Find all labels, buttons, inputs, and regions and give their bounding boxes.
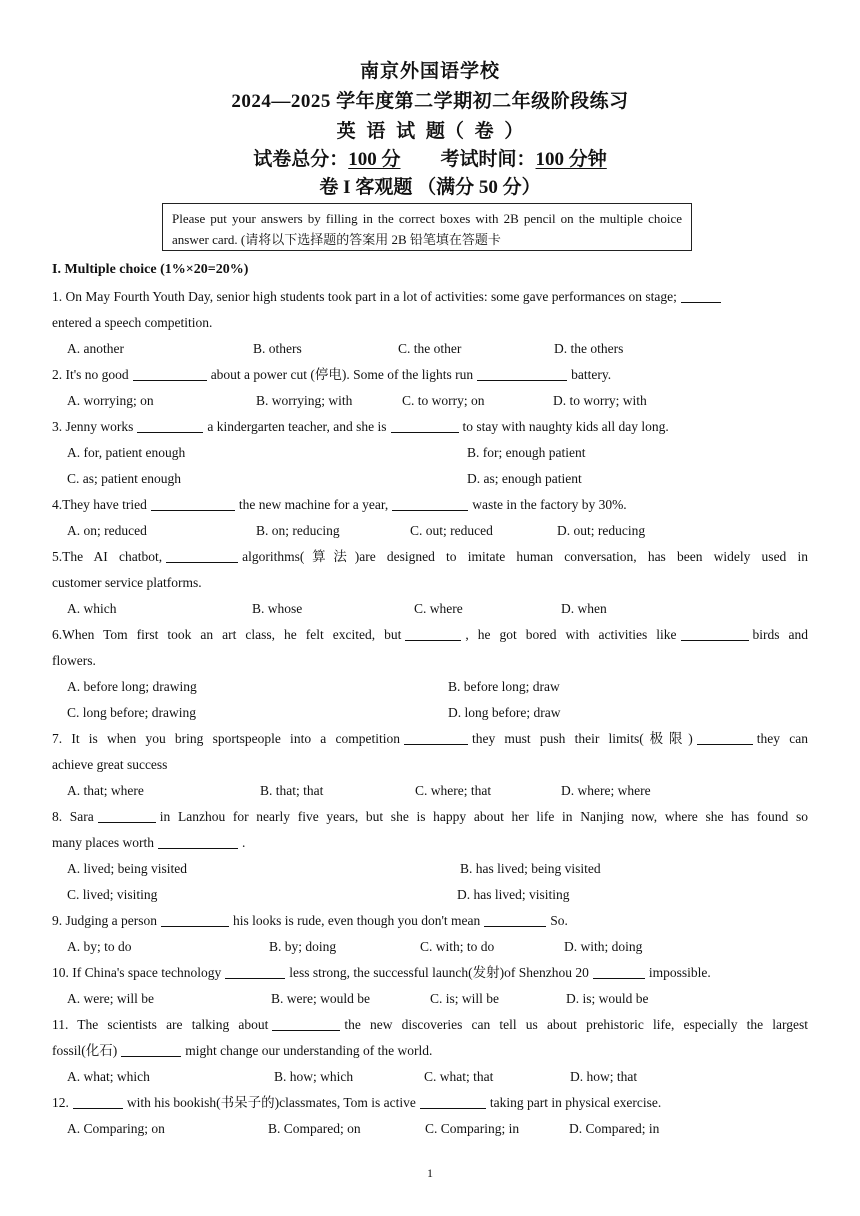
question-text: If China's space technology <box>68 965 222 980</box>
answer-blank <box>420 1094 486 1109</box>
section-title: 卷 I 客观题 （满分 50 分） <box>319 177 541 198</box>
option-c: C. Comparing; in <box>425 1121 520 1136</box>
option-d: D. to worry; with <box>553 393 647 408</box>
total-score-label: 试卷总分： <box>253 149 349 170</box>
question-number: 7. <box>52 731 63 746</box>
option-b: B. by; doing <box>269 939 337 954</box>
question-text: might change our understanding of the world. <box>185 1043 433 1058</box>
option-c: C. as; patient enough <box>67 471 181 486</box>
total-score-value: 100 分 <box>348 149 401 170</box>
question-text: achieve great success <box>52 757 168 772</box>
question-text: they can <box>756 731 808 746</box>
option-a: A. lived; being visited <box>67 861 187 876</box>
option-c: C. with; to do <box>420 939 495 954</box>
exam-time-value: 100 分钟 <box>535 149 607 170</box>
question-text: customer service platforms. <box>52 575 202 590</box>
question-11 <box>52 1012 808 1064</box>
question-3 <box>52 414 808 440</box>
question-text: On May Fourth Youth Day, senior high students took part in a lot of activities: some gave performances on stage; <box>62 289 677 304</box>
option-b: B. worrying; with <box>256 393 353 408</box>
question-text: the new machine for a year, <box>238 497 389 512</box>
option-d: D. is; would be <box>566 991 649 1006</box>
option-d: D. as; enough patient <box>467 471 582 486</box>
question-number: 9. <box>52 913 63 928</box>
option-a: A. another <box>67 341 124 356</box>
school-name: 南京外国语学校 <box>359 61 500 82</box>
question-text: entered a speech competition. <box>52 315 213 330</box>
question-text: . <box>241 835 246 850</box>
option-d: D. when <box>561 601 607 616</box>
answer-blank <box>391 418 459 433</box>
answer-blank <box>392 496 468 511</box>
option-a: A. worrying; on <box>67 393 154 408</box>
question-text: in Lanzhou for nearly five years, but she is happy about her life in Nanjing now, where she has found so <box>159 809 808 824</box>
option-c: C. is; will be <box>430 991 500 1006</box>
option-d: D. has lived; visiting <box>457 887 570 902</box>
question-text: to stay with naughty kids all day long. <box>462 419 669 434</box>
answer-blank <box>98 808 156 823</box>
option-c: C. lived; visiting <box>67 887 158 902</box>
question-text: So. <box>550 913 568 928</box>
question-number: 1. <box>52 289 63 304</box>
option-b: B. whose <box>252 601 303 616</box>
question-text: fossil(化石) <box>52 1043 118 1058</box>
option-b: B. others <box>253 341 302 356</box>
option-d: D. how; that <box>570 1069 638 1084</box>
option-d: D. with; doing <box>564 939 643 954</box>
question-1 <box>52 284 808 336</box>
option-c: C. where <box>414 601 463 616</box>
part-heading: I. Multiple choice (1%×20=20%) <box>52 262 249 277</box>
option-a: A. were; will be <box>67 991 154 1006</box>
option-b: B. on; reducing <box>256 523 340 538</box>
option-c: C. what; that <box>424 1069 494 1084</box>
term-title: 2024—2025 学年度第二学期初二年级阶段练习 <box>231 91 629 112</box>
option-a: A. on; reduced <box>67 523 147 538</box>
question-text: The scientists are talking about <box>68 1017 269 1032</box>
answer-blank <box>121 1042 181 1057</box>
exam-time-label: 考试时间： <box>440 149 536 170</box>
option-a: A. what; which <box>67 1069 150 1084</box>
option-a: A. that; where <box>67 783 144 798</box>
option-d: D. where; where <box>561 783 651 798</box>
option-b: B. how; which <box>274 1069 354 1084</box>
question-number: 11. <box>52 1017 69 1032</box>
question-number: 4. <box>52 497 63 512</box>
answer-blank <box>681 288 721 303</box>
answer-blank <box>158 834 238 849</box>
question-text: Sara <box>62 809 94 824</box>
option-c: C. out; reduced <box>410 523 493 538</box>
question-8 <box>52 804 808 856</box>
question-number: 8. <box>52 809 63 824</box>
question-text: many places worth <box>52 835 154 850</box>
option-c: C. long before; drawing <box>67 705 196 720</box>
option-d: D. the others <box>554 341 624 356</box>
answer-blank <box>151 496 235 511</box>
question-text: flowers. <box>52 653 96 668</box>
answer-blank <box>73 1094 123 1109</box>
option-a: A. by; to do <box>67 939 132 954</box>
question-text: birds and <box>752 627 808 642</box>
answer-blank <box>484 912 546 927</box>
question-text: less strong, the successful launch(发射)of Shenzhou 20 <box>289 965 589 980</box>
option-b: B. that; that <box>260 783 324 798</box>
question-text: It's no good <box>62 367 129 382</box>
question-4 <box>52 492 808 518</box>
question-12 <box>52 1090 808 1116</box>
question-text: waste in the factory by 30%. <box>472 497 627 512</box>
option-c: C. to worry; on <box>402 393 485 408</box>
answer-blank <box>166 548 238 563</box>
page-number: 1 <box>427 1166 433 1180</box>
question-number: 12. <box>52 1095 69 1110</box>
question-text: Jenny works <box>62 419 134 434</box>
answer-blank <box>593 964 645 979</box>
question-text: The AI chatbot, <box>62 549 163 564</box>
answer-blank <box>133 366 207 381</box>
question-text: They have tried <box>62 497 147 512</box>
instruction-box: Please put your answers by filling in the correct boxes with 2B pencil on the multiple choice answer card. (请将以下选择题的答案用 2B 铅笔填在答题卡 <box>162 203 692 251</box>
question-text: taking part in physical exercise. <box>489 1095 662 1110</box>
option-d: D. Compared; in <box>569 1121 660 1136</box>
question-7 <box>52 726 808 778</box>
question-2 <box>52 362 808 388</box>
question-text: they must push their limits(极限) <box>471 731 693 746</box>
answer-blank <box>681 626 749 641</box>
question-text: about a power cut (停电). Some of the lights run <box>210 367 474 382</box>
option-a: A. which <box>67 601 117 616</box>
question-number: 2. <box>52 367 63 382</box>
question-text: When Tom first took an art class, he felt excited, but <box>62 627 402 642</box>
question-number: 6. <box>52 627 63 642</box>
question-text: battery. <box>571 367 612 382</box>
question-text: the new discoveries can tell us about prehistoric life, especially the largest <box>344 1017 808 1032</box>
question-text: Judging a person <box>62 913 157 928</box>
option-b: B. has lived; being visited <box>460 861 601 876</box>
option-b: B. before long; draw <box>448 679 560 694</box>
option-a: A. Comparing; on <box>67 1121 165 1136</box>
question-9 <box>52 908 808 934</box>
question-number: 5. <box>52 549 63 564</box>
question-10 <box>52 960 808 986</box>
answer-blank <box>161 912 229 927</box>
option-c: C. the other <box>398 341 462 356</box>
answer-blank <box>405 626 461 641</box>
option-b: B. Compared; on <box>268 1121 361 1136</box>
exam-meta <box>0 144 860 171</box>
option-c: C. where; that <box>415 783 492 798</box>
question-text: , he got bored with activities like <box>465 627 677 642</box>
question-text: algorithms(算法)are designed to imitate human conversation, has been widely used in <box>242 549 808 564</box>
question-number: 3. <box>52 419 63 434</box>
subject-title: 英 语 试 题（ 卷 ） <box>336 121 524 142</box>
answer-blank <box>137 418 203 433</box>
answer-blank <box>477 366 567 381</box>
answer-blank <box>404 730 468 745</box>
option-d: D. out; reducing <box>557 523 646 538</box>
answer-blank <box>697 730 753 745</box>
question-text: It is when you bring sportspeople into a competition <box>62 731 400 746</box>
option-d: D. long before; draw <box>448 705 561 720</box>
question-5 <box>52 544 808 596</box>
question-text: with his bookish(书呆子的)classmates, Tom is active <box>126 1095 416 1110</box>
answer-blank <box>225 964 285 979</box>
option-b: B. were; would be <box>271 991 370 1006</box>
question-text: a kindergarten teacher, and she is <box>207 419 387 434</box>
question-6 <box>52 622 808 674</box>
option-b: B. for; enough patient <box>467 445 586 460</box>
option-a: A. before long; drawing <box>67 679 197 694</box>
option-a: A. for, patient enough <box>67 445 186 460</box>
question-text: impossible. <box>648 965 711 980</box>
answer-blank <box>272 1016 340 1031</box>
question-number: 10. <box>52 965 69 980</box>
question-text: his looks is rude, even though you don't mean <box>233 913 481 928</box>
